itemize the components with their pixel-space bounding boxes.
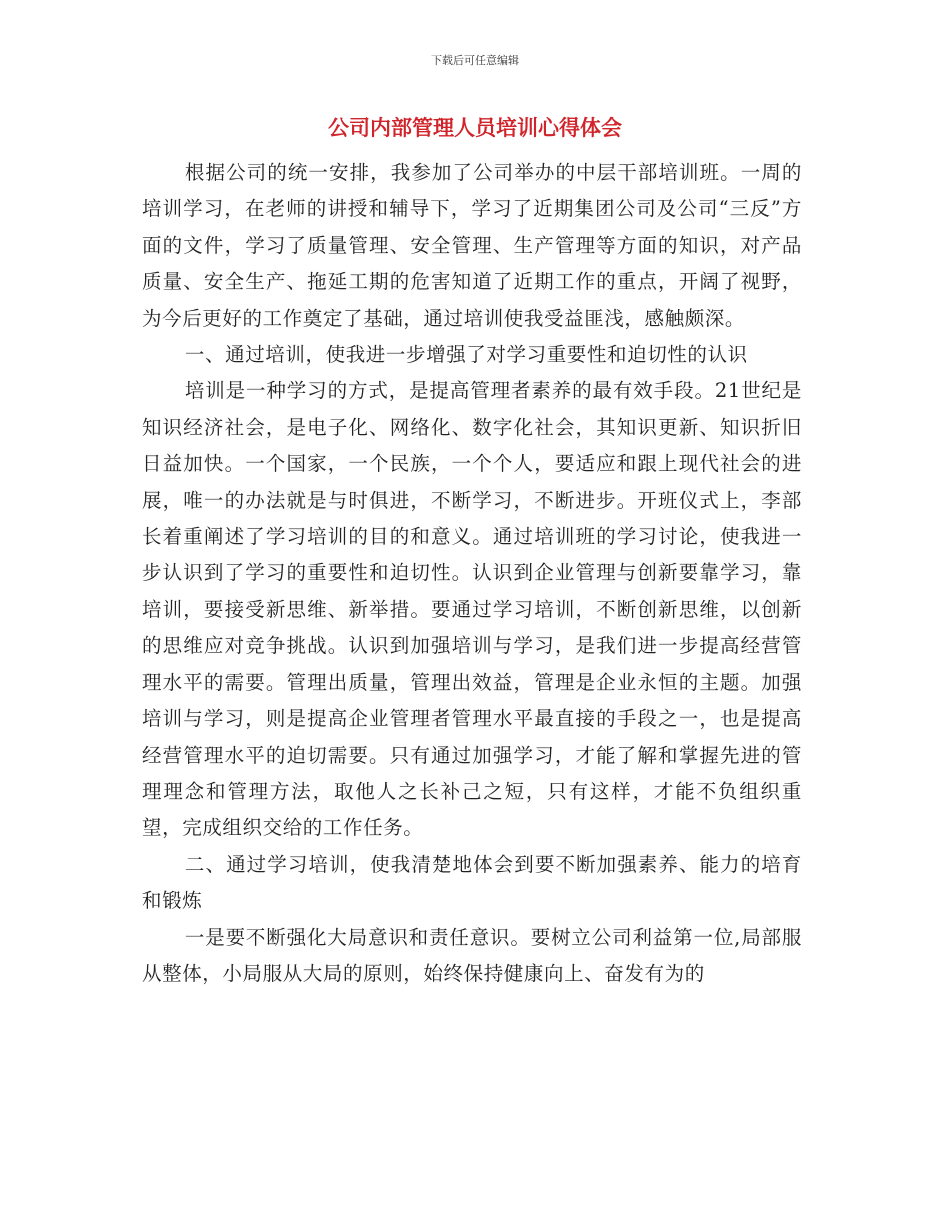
header-note: 下载后可任意编辑	[431, 54, 519, 67]
paragraph-section-1: 培训是一种学习的方式，是提高管理者素养的最有效手段。21世纪是知识经济社会，是电子化、网络化、数字化社会，其知识更新、知识折旧日益加快。一个国家，一个民族，一个个人，要适应和跟上现代社会的进展，唯一的办法就是与时俱进，不断学习，不断进步。开班仪式上，李部长着重阐述了学习培训的目的和意义。通过培训班的学习讨论，使我进一步认识到了学习的重要性和迫切性。认识到企业管理与创新要靠学习，靠培训，要接受新思维、新举措。要通过学习培训，不断创新思维，以创新的思维应对竞争挑战。认识到加强培训与学习，是我们进一步提高经营管理水平的需要。管理出质量，管理出效益，管理是企业永恒的主题。加强培训与学习，则是提高企业管理者管理水平最直接的手段之一，也是提高经营管理水平的迫切需要。只有通过加强学习，才能了解和掌握先进的管理理念和管理方法，取他人之长补己之短，只有这样，才能不负组织重望，完成组织交给的工作任务。	[142, 379, 802, 840]
paragraph-intro: 根据公司的统一安排，我参加了公司举办的中层干部培训班。一周的培训学习，在老师的讲授和辅导下，学习了近期集团公司及公司“三反”方面的文件，学习了质量管理、安全管理、生产管理等方面的知识，对产品质量、安全生产、拖延工期的危害知道了近期工作的重点，开阔了视野，为今后更好的工作奠定了基础，通过培训使我受益匪浅，感触颇深。	[142, 161, 802, 330]
document-body	[142, 155, 802, 992]
section-heading-1: 一、通过培训，使我进一步增强了对学习重要性和迫切性的认识	[184, 343, 748, 367]
section-heading-2: 二、通过学习培训，使我清楚地体会到要不断加强素养、能力的培育和锻炼	[142, 852, 802, 913]
document-title: 公司内部管理人员培训心得体会	[328, 116, 622, 140]
paragraph-section-2: 一是要不断强化大局意识和责任意识。要树立公司利益第一位,局部服从整体，小局服从大局的原则，始终保持健康向上、奋发有为的	[142, 925, 802, 985]
